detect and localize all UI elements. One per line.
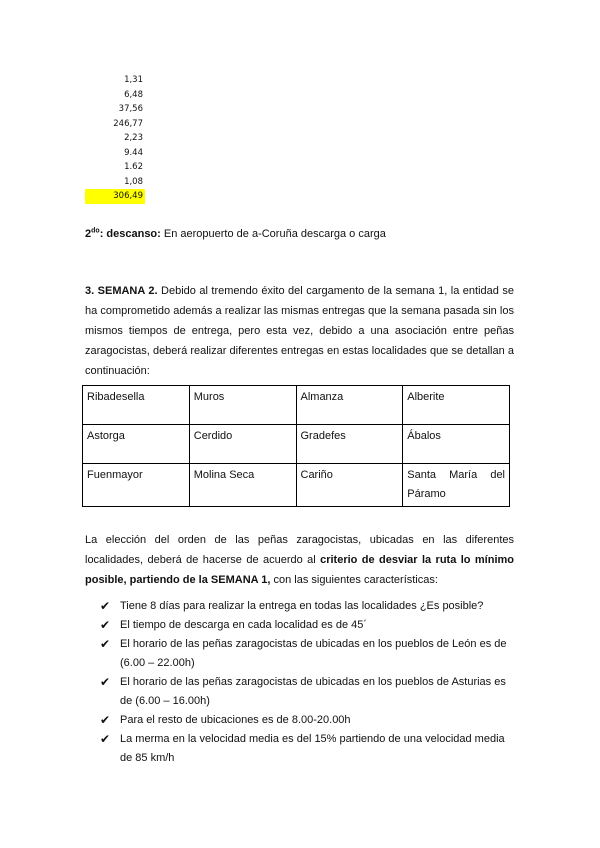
- check-mark-icon: ✔: [100, 675, 111, 689]
- check-mark-icon: ✔: [100, 732, 111, 746]
- checklist: [100, 597, 514, 768]
- descanso-ordinal-suffix: do: [91, 227, 100, 235]
- list-item-text: El horario de las peñas zaragocistas de ubicadas en los pueblos de León es de (6.00 – 22.00h): [120, 638, 507, 669]
- criteria-pre: La elección del orden de las peñas zaragocistas, ubicadas en las diferentes localidades, deberá de hacerse de acuerdo al: [85, 534, 514, 566]
- list-item-text: El horario de las peñas zaragocistas de ubicadas en los pueblos de Asturias es de (6.00 – 16.00h): [120, 676, 506, 707]
- number-value: 9.44: [124, 147, 143, 158]
- number-value: 6,48: [124, 89, 143, 100]
- table-cell: Gradefes: [296, 425, 403, 464]
- criteria-post: con las siguientes características:: [270, 574, 438, 586]
- table-cell: Ábalos: [403, 425, 510, 464]
- descanso-label: : descanso:: [99, 228, 161, 240]
- table-cell: Cariño: [296, 464, 403, 507]
- section-heading: 3. SEMANA 2.: [85, 285, 158, 297]
- table-row: [83, 425, 510, 464]
- list-item-text: El tiempo de descarga en cada localidad es de 45´: [120, 619, 368, 631]
- criteria-bold: criterio de desviar la ruta lo mínimo posible, partiendo de la SEMANA 1,: [85, 554, 515, 586]
- table-cell: Santa María del Páramo: [403, 464, 510, 507]
- list-item: [100, 616, 514, 635]
- criteria-paragraph: [85, 530, 514, 590]
- list-item: [100, 635, 514, 673]
- table-cell: Astorga: [83, 425, 190, 464]
- section-intro: Debido al tremendo éxito del cargamento de la semana 1, la entidad se ha comprometido además a realizar las mismas entregas que la semana pasada sin los mismos tiempos de entrega, pero esta vez, debido a una asociación entre peñas zaragocistas, deberá realizar diferentes entregas en estas localidades que se detallan a continuación:: [85, 285, 514, 377]
- list-item: [100, 597, 514, 616]
- number-value: 1,31: [124, 75, 143, 85]
- check-mark-icon: ✔: [100, 618, 111, 632]
- number-value: 37,56: [118, 104, 143, 114]
- table-row: [83, 464, 510, 507]
- check-mark-icon: ✔: [100, 713, 111, 727]
- descanso-ordinal: 2: [85, 228, 92, 240]
- number-value: 2,23: [124, 133, 143, 143]
- check-mark-icon: ✔: [100, 599, 111, 613]
- table-cell: Fuenmayor: [83, 464, 190, 507]
- section-paragraph: [85, 281, 514, 381]
- list-item: [100, 711, 514, 730]
- list-item-text: Para el resto de ubicaciones es de 8.00-20.00h: [120, 714, 351, 726]
- table-cell: Almanza: [296, 386, 403, 425]
- numbers-column: [85, 73, 145, 204]
- descanso-line: [85, 224, 514, 244]
- table-cell: Alberite: [403, 386, 510, 425]
- table-cell: Molina Seca: [189, 464, 296, 507]
- list-item-text: Tiene 8 días para realizar la entrega en todas las localidades ¿Es posible?: [120, 600, 484, 612]
- table-cell: Muros: [189, 386, 296, 425]
- locations-table: [82, 385, 510, 507]
- number-value: 246,77: [113, 118, 143, 129]
- descanso-text: En aeropuerto de a-Coruña descarga o carga: [160, 228, 386, 240]
- list-item-text: La merma en la velocidad media es del 15% partiendo de una velocidad media de 85 km/h: [120, 733, 505, 764]
- list-item: [100, 730, 514, 768]
- list-item: [100, 673, 514, 711]
- number-value: 1.62: [124, 162, 143, 172]
- number-total-highlighted: 306,49: [85, 189, 145, 204]
- check-mark-icon: ✔: [100, 637, 111, 651]
- number-value: 1,08: [124, 176, 143, 187]
- table-row: [83, 386, 510, 425]
- table-cell: Cerdido: [189, 425, 296, 464]
- table-cell: Ribadesella: [83, 386, 190, 425]
